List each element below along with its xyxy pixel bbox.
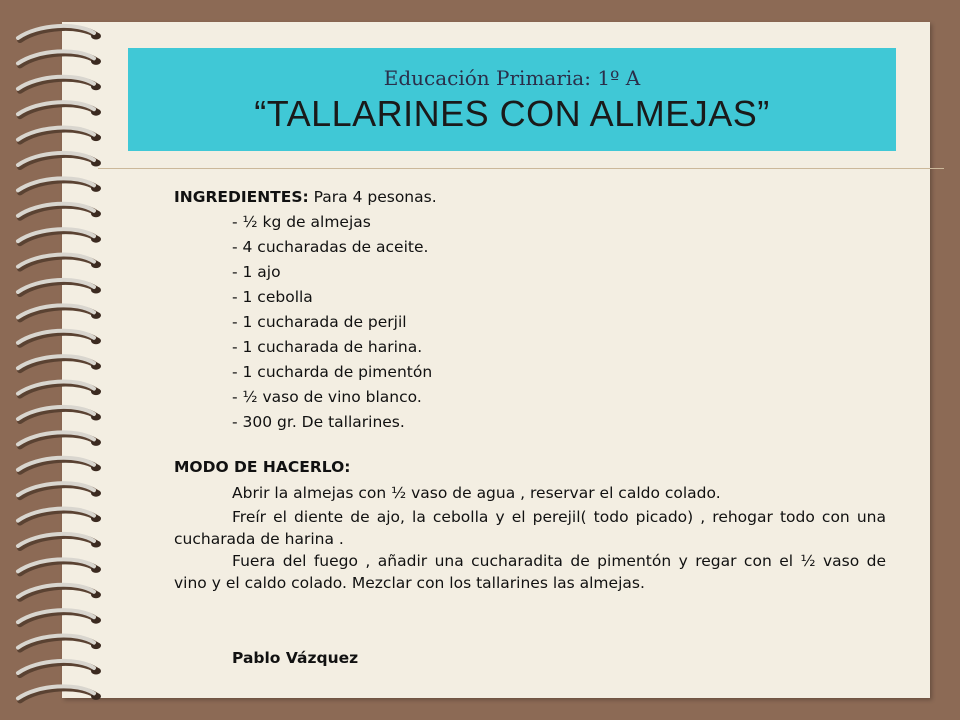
spiral-ring [18,686,101,700]
spiral-ring [18,255,101,269]
ingredient-item: - 1 cebolla [232,288,313,306]
spiral-ring [18,610,101,624]
ingredient-item: - 4 cucharadas de aceite. [232,238,429,256]
spiral-ring [18,585,101,599]
spiral-ring [18,509,101,523]
spiral-ring [18,356,101,370]
spiral-ring [18,661,101,675]
spiral-ring [18,559,101,573]
spiral-ring [18,432,101,446]
ingredient-item: - 1 ajo [232,263,281,281]
course-subtitle: Educación Primaria: 1º A [383,66,641,90]
spiral-ring [18,382,101,396]
ingredients-intro: Para 4 pesonas. [308,188,437,206]
ingredient-item: - 1 cucharada de perjil [232,313,407,331]
ingredient-item: - 300 gr. De tallarines. [232,413,405,431]
spiral-ring [18,280,101,294]
spiral-ring [18,204,101,218]
title-banner [128,48,896,151]
spiral-ring [18,407,101,421]
spiral-ring [18,178,101,192]
author-name: Pablo Vázquez [232,649,359,667]
spiral-ring [18,305,101,319]
spiral-binding [0,0,130,720]
divider-line [98,168,944,169]
method-step: Fuera del fuego , añadir una cucharadita de pimentón y regar con el ½ vaso de vino y el caldo colado. Mezclar con los tallarines las almejas. [174,552,886,592]
spiral-ring [18,77,101,91]
spiral-ring [18,153,101,167]
ingredient-item: - ½ vaso de vino blanco. [232,388,422,406]
recipe-title: “TALLARINES CON ALMEJAS” [254,93,770,134]
ingredient-item: - 1 cucharada de harina. [232,338,423,356]
spiral-ring [18,331,101,345]
ingredients-label: INGREDIENTES: [174,188,309,206]
ingredient-item: - ½ kg de almejas [232,213,371,231]
spiral-ring [18,102,101,116]
spiral-ring [18,26,101,40]
method-step: Abrir la almejas con ½ vaso de agua , reservar el caldo colado. [232,484,721,502]
ingredients-heading [174,188,437,206]
method-heading: MODO DE HACERLO: [174,458,351,476]
method-step: Freír el diente de ajo, la cebolla y el perejil( todo picado) , rehogar todo con una cucharada de harina . [174,508,886,548]
spiral-ring [18,483,101,497]
spiral-ring [18,229,101,243]
ingredient-item: - 1 cucharda de pimentón [232,363,433,381]
spiral-ring [18,636,101,650]
spiral-ring [18,51,101,65]
spiral-ring [18,534,101,548]
spiral-ring [18,128,101,142]
spiral-ring [18,458,101,472]
